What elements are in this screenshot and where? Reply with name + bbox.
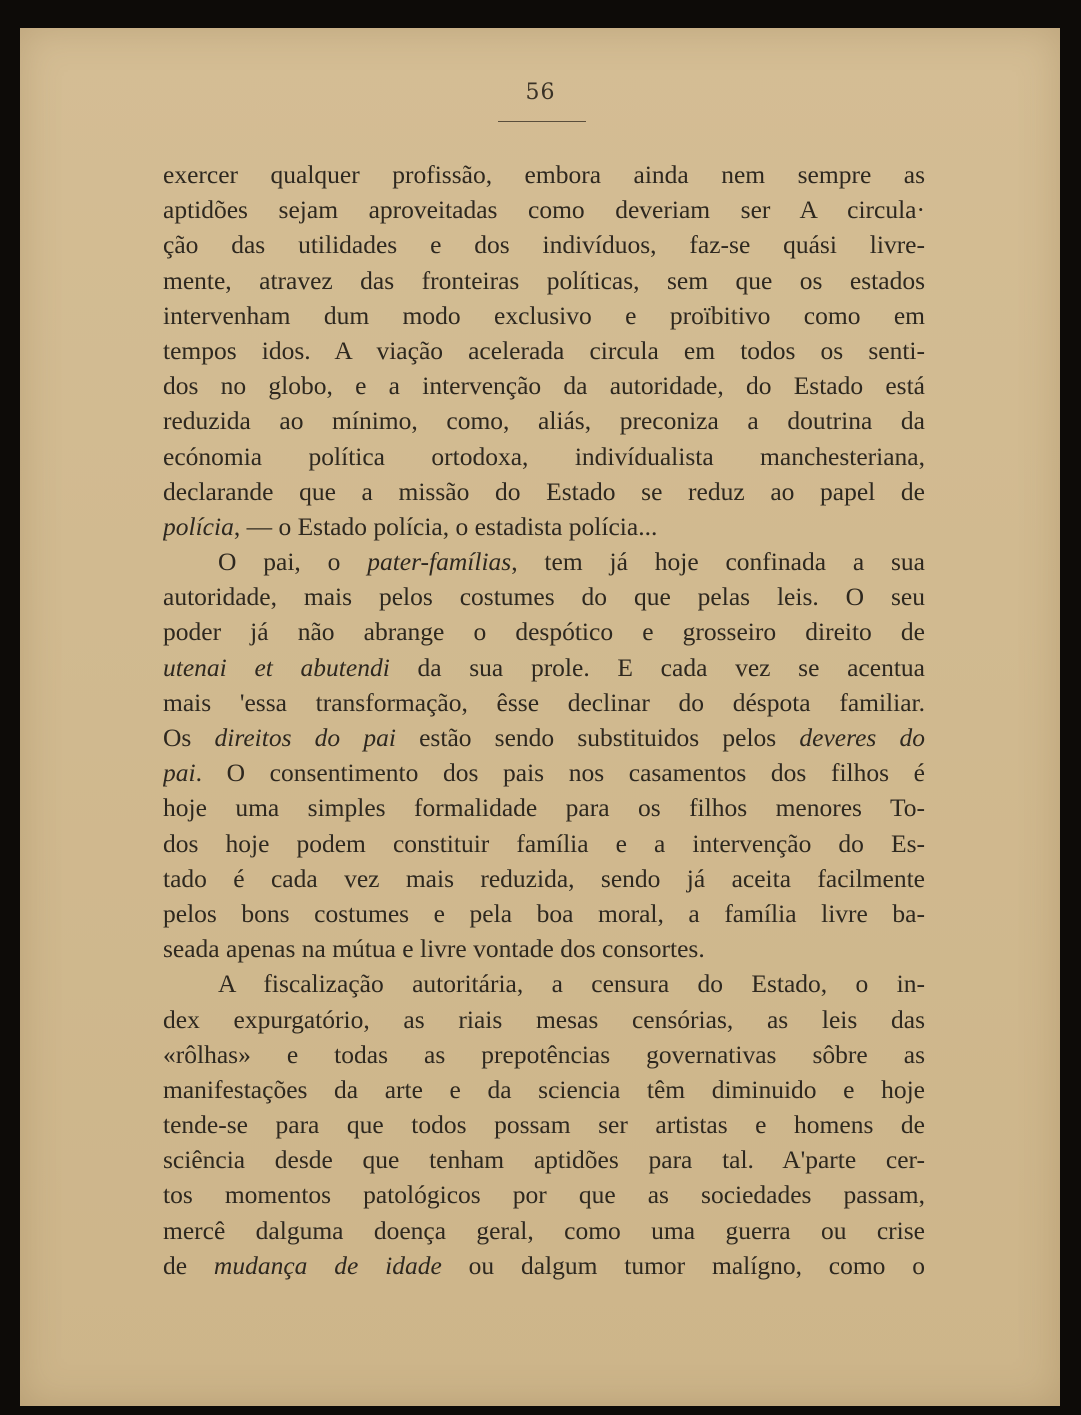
body-text xyxy=(163,157,925,1283)
text-segment: mercê dalguma doença geral, como uma guerra ou crise xyxy=(163,1215,925,1245)
text-segment: , — o Estado polícia, o estadista polícia... xyxy=(233,511,658,541)
text-segment: da sua prole. E cada vez se acentua xyxy=(389,652,925,682)
text-line xyxy=(163,403,925,438)
text-line xyxy=(163,931,925,966)
text-segment: , tem já hoje confinada a sua xyxy=(511,547,925,577)
text-segment: pelos bons costumes e pela boa moral, a família livre ba- xyxy=(163,898,925,928)
text-segment: de xyxy=(163,1250,214,1280)
text-line xyxy=(163,474,925,509)
text-line xyxy=(163,368,925,403)
italic-text: direitos do pai xyxy=(214,723,396,752)
text-line xyxy=(163,1213,925,1248)
text-line xyxy=(163,650,925,685)
italic-text: utenai et abutendi xyxy=(163,652,390,682)
text-line xyxy=(163,720,925,755)
text-segment: autoridade, mais pelos costumes do que pelas leis. O seu xyxy=(163,582,925,612)
text-segment: tado é cada vez mais reduzida, sendo já aceita facilmente xyxy=(163,863,925,893)
text-segment: tempos idos. A viação acelerada circula em todos os senti- xyxy=(163,335,925,365)
text-line xyxy=(163,1107,925,1142)
text-segment: hoje uma simples formalidade para os filhos menores To- xyxy=(163,793,925,823)
text-segment: A fiscalização autoritária, a censura do Estado, o in- xyxy=(218,969,925,999)
text-segment: Os xyxy=(163,723,215,752)
text-segment: declarande que a missão do Estado se reduz ao papel de xyxy=(163,476,925,506)
page-number-rule xyxy=(498,121,586,122)
italic-text: polícia xyxy=(163,511,234,541)
text-line xyxy=(163,861,925,896)
text-segment: seada apenas na mútua e livre vontade dos consortes. xyxy=(163,934,705,964)
text-segment: sciência desde que tenham aptidões para tal. A'parte cer- xyxy=(163,1145,925,1175)
text-segment: estão sendo substituidos pelos xyxy=(395,723,800,752)
italic-text: deveres do xyxy=(799,723,925,752)
text-line xyxy=(163,685,925,720)
text-segment: «rôlhas» e todas as prepotências governativas sôbre as xyxy=(163,1039,925,1069)
text-line xyxy=(163,790,925,825)
text-line xyxy=(163,1037,925,1072)
text-segment: ecónomia política ortodoxa, indivídualista manchesteriana, xyxy=(163,441,925,471)
text-segment: . O consentimento dos pais nos casamentos dos filhos é xyxy=(195,758,925,788)
text-line xyxy=(163,439,925,474)
text-line xyxy=(163,1142,925,1177)
text-line xyxy=(163,157,925,192)
text-segment: exercer qualquer profissão, embora ainda nem sempre as xyxy=(163,160,925,189)
text-line xyxy=(163,192,925,227)
text-segment: ção das utilidades e dos indivíduos, faz-se quási livre- xyxy=(163,230,925,260)
text-line xyxy=(163,544,925,579)
text-line xyxy=(163,298,925,333)
italic-text: mudança de idade xyxy=(213,1250,442,1280)
text-segment: dos hoje podem constituir família e a intervenção do Es- xyxy=(163,828,925,858)
text-line xyxy=(163,509,925,544)
text-segment: O pai, o xyxy=(218,547,368,577)
text-segment: intervenham dum modo exclusivo e proïbitivo como em xyxy=(163,300,925,330)
text-segment: aptidões sejam aproveitadas como deveriam ser A circula· xyxy=(163,195,925,225)
text-segment: tos momentos patológicos por que as sociedades passam, xyxy=(163,1180,925,1210)
text-line xyxy=(163,755,925,790)
text-segment: mente, atravez das fronteiras políticas, sem que os estados xyxy=(163,265,925,295)
text-segment: reduzida ao mínimo, como, aliás, preconiza a doutrina da xyxy=(163,406,925,436)
italic-text: pai xyxy=(163,758,196,788)
text-line xyxy=(163,1248,925,1283)
text-segment: ou dalgum tumor malígno, como o xyxy=(441,1250,925,1280)
text-segment: tende-se para que todos possam ser artistas e homens de xyxy=(163,1110,925,1140)
text-line xyxy=(163,579,925,614)
text-segment: dos no globo, e a intervenção da autoridade, do Estado está xyxy=(163,371,925,401)
text-segment: dex expurgatório, as riais mesas censórias, as leis das xyxy=(163,1004,925,1034)
text-line xyxy=(163,1002,925,1037)
text-line xyxy=(163,826,925,861)
page-number: 56 xyxy=(525,80,556,105)
text-line xyxy=(163,1072,925,1107)
text-line xyxy=(163,227,925,262)
text-line xyxy=(163,263,925,298)
text-segment: mais 'essa transformação, êsse declinar do déspota familiar. xyxy=(163,687,925,717)
text-line xyxy=(163,614,925,649)
italic-text: pater-famílias xyxy=(367,547,512,577)
text-segment: manifestações da arte e da sciencia têm diminuido e hoje xyxy=(163,1074,925,1104)
text-segment: poder já não abrange o despótico e grosseiro direito de xyxy=(163,617,925,647)
text-line xyxy=(163,896,925,931)
text-line xyxy=(163,966,925,1001)
text-line xyxy=(163,333,925,368)
text-line xyxy=(163,1177,925,1212)
